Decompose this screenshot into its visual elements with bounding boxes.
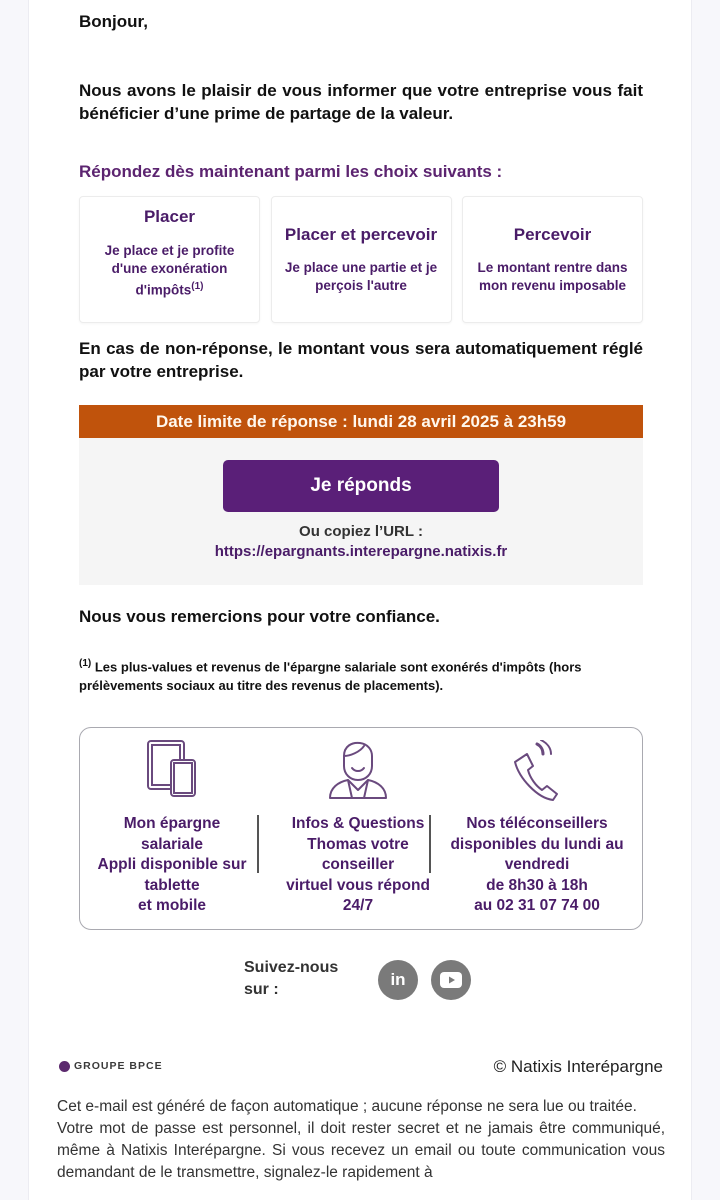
- cta-zone: [79, 438, 643, 585]
- service-text: Nos téléconseillers disponibles du lundi au vendredi de 8h30 à 18h au 02 31 07 74 00: [450, 815, 624, 914]
- follow-us: [79, 955, 643, 1005]
- email-body: [28, 0, 692, 1200]
- no-response-notice: En cas de non-réponse, le montant vous sera automatiquement réglé par votre entreprise.: [79, 339, 643, 381]
- choice-title: Placer et percevoir: [284, 224, 438, 244]
- choice-description: Je place une partie et je perçois l'autre: [284, 259, 438, 293]
- choice-title: Percevoir: [513, 224, 592, 244]
- service-text: Infos & Questions Thomas votre conseiller virtuel vous répond 24/7: [286, 815, 430, 914]
- groupe-bpce-logo: GROUPE BPCE: [59, 1060, 163, 1072]
- copy-url-label: Ou copiez l’URL :: [299, 523, 423, 540]
- deadline-banner: Date limite de réponse : lundi 28 avril 2025 à 23h59: [79, 405, 643, 438]
- advisor-icon: [326, 740, 390, 805]
- footnote-text: Les plus-values et revenus de l'épargne salariale sont exonérés d'impôts (hors prélèvements sociaux au titre des revenus de placements).: [79, 659, 582, 694]
- thanks-message: Nous vous remercions pour votre confiance.: [79, 607, 440, 626]
- choice-description: Je place et je profite d'une exonération d'impôts$^{(1)}$: [104, 243, 235, 298]
- service-text: Mon épargne salariale Appli disponible sur tablette et mobile: [97, 815, 247, 914]
- legal-auto-email: Cet e-mail est généré de façon automatique ; aucune réponse ne sera lue ou traitée.: [57, 1098, 637, 1115]
- choice-placer[interactable]: [79, 196, 260, 323]
- divider: [429, 815, 431, 873]
- footnote-marker: (1): [79, 658, 92, 669]
- services-box: [79, 727, 643, 930]
- choice-description: Le montant rentre dans mon revenu imposable: [477, 259, 628, 293]
- footnote: [79, 654, 643, 695]
- youtube-icon[interactable]: [431, 960, 471, 1000]
- follow-label: Suivez-nous sur :: [244, 959, 339, 998]
- response-url-link[interactable]: https://epargnants.interepargne.natixis.fr: [214, 543, 508, 560]
- intro-paragraph: Nous avons le plaisir de vous informer que votre entreprise vous fait bénéficier d’une prime de partage de la valeur.: [79, 81, 643, 123]
- phone-icon: [511, 740, 563, 807]
- linkedin-icon[interactable]: in: [378, 960, 418, 1000]
- bpce-logo-icon: [59, 1061, 70, 1072]
- choice-placer-et-percevoir[interactable]: [271, 196, 452, 323]
- devices-icon: [147, 740, 197, 803]
- choice-prompt: Répondez dès maintenant parmi les choix suivants :: [79, 162, 503, 181]
- legal-notice: [57, 1096, 665, 1184]
- copyright: © Natixis Interépargne: [493, 1057, 663, 1076]
- greeting: Bonjour,: [79, 12, 148, 31]
- respond-button[interactable]: Je réponds: [223, 460, 499, 512]
- choices-row: [79, 196, 643, 323]
- choice-percevoir[interactable]: [462, 196, 643, 323]
- footnote-ref: (1): [191, 281, 204, 292]
- divider: [257, 815, 259, 873]
- choice-title: Placer: [143, 207, 196, 226]
- legal-password: Votre mot de passe est personnel, il doit rester secret et ne jamais être communiqué, même à Natixis Interépargne. Si vous recevez un email ou toute communication vous demandant de le transmettre, signalez-le rapidement à: [57, 1120, 665, 1181]
